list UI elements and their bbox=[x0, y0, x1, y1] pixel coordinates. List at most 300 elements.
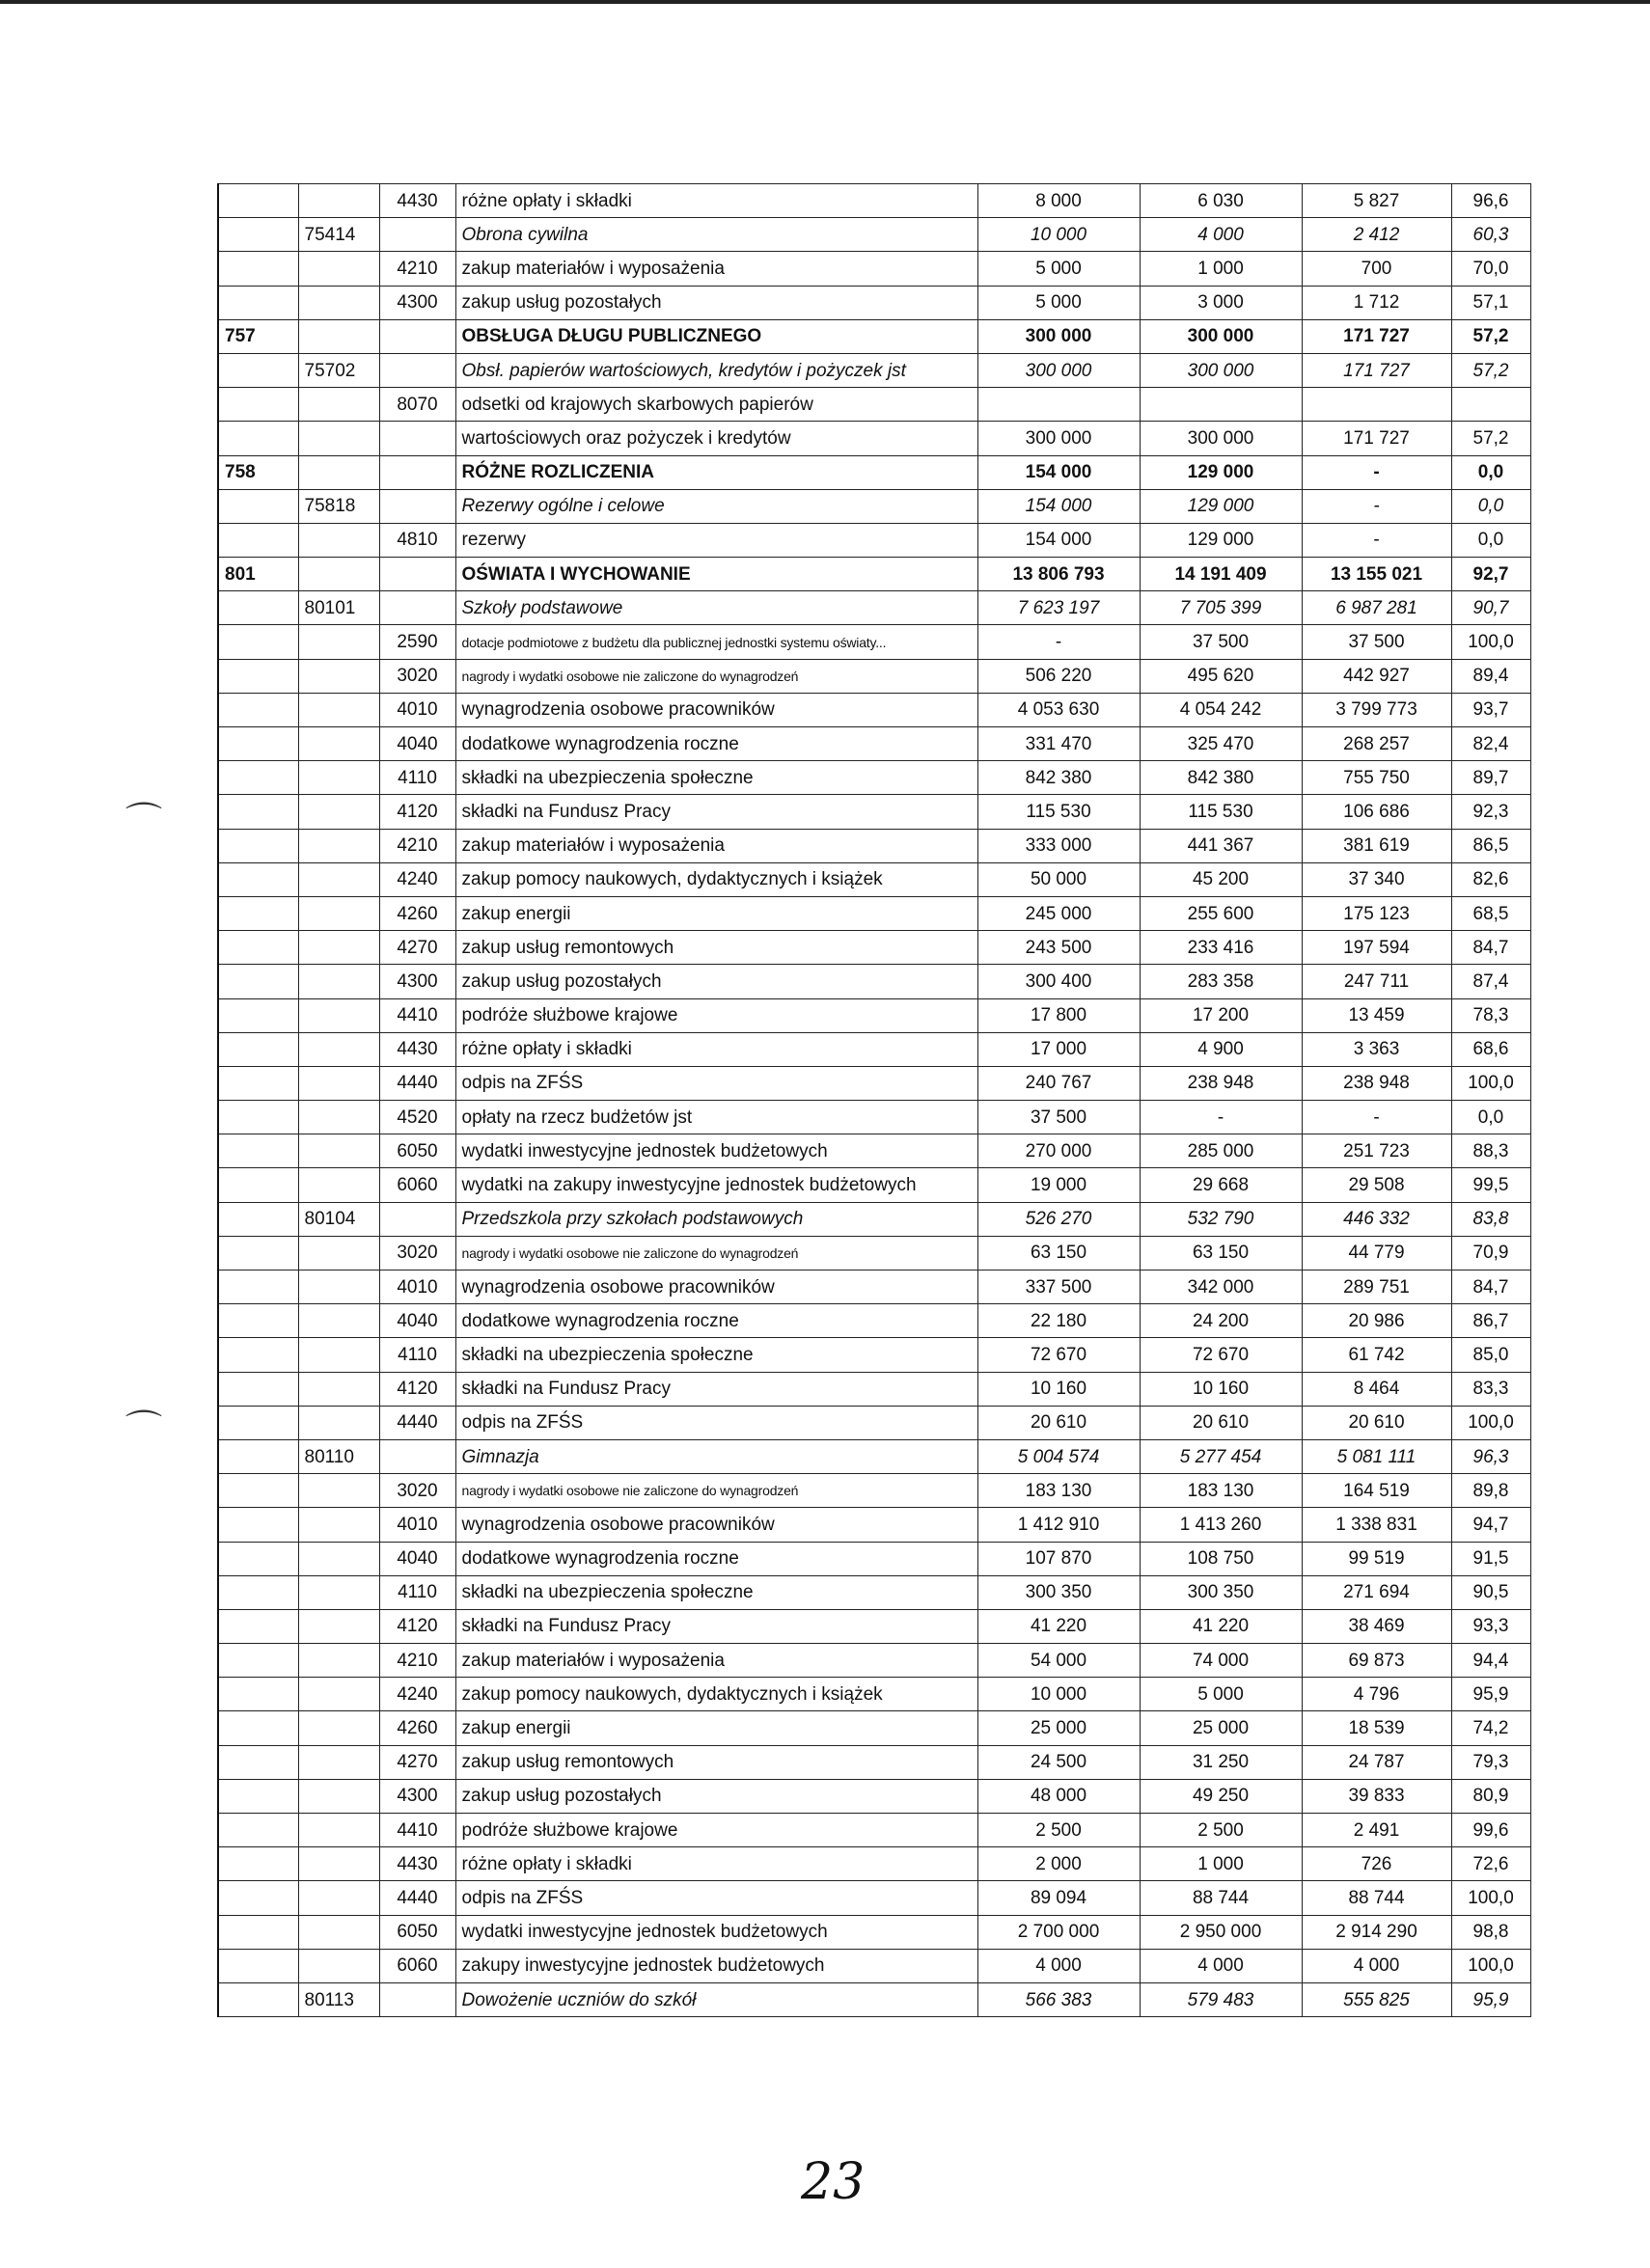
plan-cell: 154 000 bbox=[977, 489, 1140, 523]
rozdzial-cell bbox=[298, 1609, 379, 1643]
plan-cell: 10 000 bbox=[977, 218, 1140, 252]
percent-cell: 80,9 bbox=[1451, 1779, 1530, 1813]
rozdzial-cell bbox=[298, 965, 379, 998]
plan-after-changes-cell: 3 000 bbox=[1140, 286, 1302, 319]
percent-cell: 86,5 bbox=[1451, 829, 1530, 862]
table-row bbox=[218, 1168, 1530, 1202]
table-row bbox=[218, 965, 1530, 998]
percent-cell: 92,7 bbox=[1451, 558, 1530, 591]
execution-cell: - bbox=[1302, 1101, 1451, 1134]
name-cell: wynagrodzenia osobowe pracowników bbox=[455, 1271, 977, 1304]
table-row bbox=[218, 761, 1530, 795]
dzial-cell bbox=[218, 1134, 298, 1168]
table-row bbox=[218, 353, 1530, 387]
paragraf-cell: 6050 bbox=[379, 1915, 455, 1949]
plan-cell: 50 000 bbox=[977, 862, 1140, 896]
execution-cell: 37 500 bbox=[1302, 625, 1451, 659]
rozdzial-cell: 75818 bbox=[298, 489, 379, 523]
execution-cell: 99 519 bbox=[1302, 1542, 1451, 1575]
dzial-cell bbox=[218, 1101, 298, 1134]
percent-cell: 70,0 bbox=[1451, 252, 1530, 286]
dzial-cell bbox=[218, 1236, 298, 1270]
plan-after-changes-cell: 300 000 bbox=[1140, 353, 1302, 387]
name-cell: nagrody i wydatki osobowe nie zaliczone do wynagrodzeń bbox=[455, 1236, 977, 1270]
name-cell: wydatki inwestycyjne jednostek budżetowych bbox=[455, 1134, 977, 1168]
rozdzial-cell bbox=[298, 1236, 379, 1270]
rozdzial-cell bbox=[298, 1779, 379, 1813]
rozdzial-cell bbox=[298, 252, 379, 286]
handwritten-page-number: 23 bbox=[801, 2153, 866, 2211]
dzial-cell bbox=[218, 896, 298, 930]
paragraf-cell: 4520 bbox=[379, 1101, 455, 1134]
dzial-cell: 758 bbox=[218, 455, 298, 489]
plan-after-changes-cell: 285 000 bbox=[1140, 1134, 1302, 1168]
name-cell: RÓŻNE ROZLICZENIA bbox=[455, 455, 977, 489]
table-row bbox=[218, 1508, 1530, 1542]
table-row bbox=[218, 727, 1530, 761]
plan-cell: 72 670 bbox=[977, 1338, 1140, 1372]
table-row bbox=[218, 625, 1530, 659]
plan-cell: 300 000 bbox=[977, 353, 1140, 387]
plan-after-changes-cell: 4 000 bbox=[1140, 1949, 1302, 1982]
plan-cell: 270 000 bbox=[977, 1134, 1140, 1168]
plan-cell: 154 000 bbox=[977, 523, 1140, 557]
rozdzial-cell bbox=[298, 1644, 379, 1678]
plan-after-changes-cell: 5 277 454 bbox=[1140, 1439, 1302, 1473]
paragraf-cell: 4300 bbox=[379, 965, 455, 998]
plan-cell: 25 000 bbox=[977, 1711, 1140, 1745]
plan-after-changes-cell: 63 150 bbox=[1140, 1236, 1302, 1270]
execution-cell: 5 081 111 bbox=[1302, 1439, 1451, 1473]
plan-cell: 20 610 bbox=[977, 1406, 1140, 1439]
paragraf-cell: 4110 bbox=[379, 1338, 455, 1372]
dzial-cell bbox=[218, 1168, 298, 1202]
plan-cell: 63 150 bbox=[977, 1236, 1140, 1270]
paragraf-cell: 3020 bbox=[379, 1474, 455, 1508]
plan-after-changes-cell: 4 900 bbox=[1140, 1032, 1302, 1066]
execution-cell: 251 723 bbox=[1302, 1134, 1451, 1168]
table-row bbox=[218, 931, 1530, 965]
plan-after-changes-cell: 283 358 bbox=[1140, 965, 1302, 998]
percent-cell: 96,3 bbox=[1451, 1439, 1530, 1473]
table-row bbox=[218, 1101, 1530, 1134]
percent-cell: 94,7 bbox=[1451, 1508, 1530, 1542]
rozdzial-cell bbox=[298, 1168, 379, 1202]
execution-cell: 61 742 bbox=[1302, 1338, 1451, 1372]
table-row bbox=[218, 693, 1530, 726]
table-row bbox=[218, 1406, 1530, 1439]
table-row bbox=[218, 218, 1530, 252]
rozdzial-cell bbox=[298, 1304, 379, 1338]
rozdzial-cell: 80104 bbox=[298, 1202, 379, 1236]
execution-cell: 13 459 bbox=[1302, 998, 1451, 1032]
paragraf-cell: 6060 bbox=[379, 1168, 455, 1202]
execution-cell: 755 750 bbox=[1302, 761, 1451, 795]
plan-cell: 4 053 630 bbox=[977, 693, 1140, 726]
plan-cell: 842 380 bbox=[977, 761, 1140, 795]
rozdzial-cell bbox=[298, 1881, 379, 1915]
name-cell: składki na Fundusz Pracy bbox=[455, 1609, 977, 1643]
percent-cell: 96,6 bbox=[1451, 184, 1530, 218]
execution-cell: 4 796 bbox=[1302, 1678, 1451, 1711]
percent-cell: 74,2 bbox=[1451, 1711, 1530, 1745]
paragraf-cell bbox=[379, 591, 455, 625]
table-row bbox=[218, 252, 1530, 286]
dzial-cell bbox=[218, 422, 298, 455]
rozdzial-cell bbox=[298, 625, 379, 659]
execution-cell: 289 751 bbox=[1302, 1271, 1451, 1304]
paragraf-cell: 2590 bbox=[379, 625, 455, 659]
plan-cell: 89 094 bbox=[977, 1881, 1140, 1915]
rozdzial-cell bbox=[298, 998, 379, 1032]
dzial-cell: 757 bbox=[218, 319, 298, 353]
execution-cell: 38 469 bbox=[1302, 1609, 1451, 1643]
percent-cell: 0,0 bbox=[1451, 1101, 1530, 1134]
percent-cell: 83,8 bbox=[1451, 1202, 1530, 1236]
plan-after-changes-cell: 495 620 bbox=[1140, 659, 1302, 693]
name-cell: nagrody i wydatki osobowe nie zaliczone do wynagrodzeń bbox=[455, 659, 977, 693]
plan-after-changes-cell: 300 000 bbox=[1140, 422, 1302, 455]
plan-after-changes-cell: 238 948 bbox=[1140, 1066, 1302, 1100]
execution-cell: 171 727 bbox=[1302, 353, 1451, 387]
execution-cell: 442 927 bbox=[1302, 659, 1451, 693]
table-row bbox=[218, 1711, 1530, 1745]
plan-after-changes-cell: 88 744 bbox=[1140, 1881, 1302, 1915]
dzial-cell bbox=[218, 965, 298, 998]
percent-cell: 88,3 bbox=[1451, 1134, 1530, 1168]
plan-cell: 48 000 bbox=[977, 1779, 1140, 1813]
name-cell: OŚWIATA I WYCHOWANIE bbox=[455, 558, 977, 591]
plan-cell: 24 500 bbox=[977, 1745, 1140, 1779]
rozdzial-cell: 80113 bbox=[298, 1982, 379, 2016]
plan-cell: 4 000 bbox=[977, 1949, 1140, 1982]
dzial-cell bbox=[218, 1915, 298, 1949]
plan-after-changes-cell: 31 250 bbox=[1140, 1745, 1302, 1779]
plan-after-changes-cell: 72 670 bbox=[1140, 1338, 1302, 1372]
table-row bbox=[218, 795, 1530, 829]
execution-cell: 171 727 bbox=[1302, 319, 1451, 353]
name-cell: Przedszkola przy szkołach podstawowych bbox=[455, 1202, 977, 1236]
plan-cell: 2 700 000 bbox=[977, 1915, 1140, 1949]
plan-cell: 115 530 bbox=[977, 795, 1140, 829]
execution-cell: 13 155 021 bbox=[1302, 558, 1451, 591]
execution-cell: 3 799 773 bbox=[1302, 693, 1451, 726]
paragraf-cell: 4110 bbox=[379, 761, 455, 795]
rozdzial-cell bbox=[298, 184, 379, 218]
rozdzial-cell bbox=[298, 1575, 379, 1609]
name-cell: różne opłaty i składki bbox=[455, 184, 977, 218]
table-row bbox=[218, 455, 1530, 489]
execution-cell: 197 594 bbox=[1302, 931, 1451, 965]
execution-cell: 20 986 bbox=[1302, 1304, 1451, 1338]
percent-cell: 84,7 bbox=[1451, 931, 1530, 965]
paragraf-cell: 4270 bbox=[379, 1745, 455, 1779]
paragraf-cell: 4260 bbox=[379, 896, 455, 930]
percent-cell: 70,9 bbox=[1451, 1236, 1530, 1270]
paragraf-cell: 8070 bbox=[379, 388, 455, 422]
plan-cell: 333 000 bbox=[977, 829, 1140, 862]
paragraf-cell: 3020 bbox=[379, 1236, 455, 1270]
percent-cell: 99,5 bbox=[1451, 1168, 1530, 1202]
plan-after-changes-cell: 300 350 bbox=[1140, 1575, 1302, 1609]
percent-cell: 90,7 bbox=[1451, 591, 1530, 625]
table-row bbox=[218, 1982, 1530, 2016]
plan-cell bbox=[977, 388, 1140, 422]
plan-cell: 19 000 bbox=[977, 1168, 1140, 1202]
name-cell: zakup materiałów i wyposażenia bbox=[455, 1644, 977, 1678]
dzial-cell bbox=[218, 1711, 298, 1745]
name-cell: odsetki od krajowych skarbowych papierów bbox=[455, 388, 977, 422]
percent-cell: 68,5 bbox=[1451, 896, 1530, 930]
name-cell: nagrody i wydatki osobowe nie zaliczone do wynagrodzeń bbox=[455, 1474, 977, 1508]
rozdzial-cell bbox=[298, 829, 379, 862]
table-row bbox=[218, 998, 1530, 1032]
plan-after-changes-cell: 37 500 bbox=[1140, 625, 1302, 659]
percent-cell: 92,3 bbox=[1451, 795, 1530, 829]
execution-cell: 24 787 bbox=[1302, 1745, 1451, 1779]
dzial-cell bbox=[218, 353, 298, 387]
plan-after-changes-cell: 233 416 bbox=[1140, 931, 1302, 965]
paragraf-cell: 6050 bbox=[379, 1134, 455, 1168]
plan-after-changes-cell: 2 950 000 bbox=[1140, 1915, 1302, 1949]
plan-cell: 107 870 bbox=[977, 1542, 1140, 1575]
dzial-cell bbox=[218, 1202, 298, 1236]
name-cell: zakup pomocy naukowych, dydaktycznych i książek bbox=[455, 1678, 977, 1711]
paragraf-cell: 4120 bbox=[379, 1372, 455, 1406]
plan-after-changes-cell: 10 160 bbox=[1140, 1372, 1302, 1406]
paragraf-cell bbox=[379, 1439, 455, 1473]
execution-cell: 20 610 bbox=[1302, 1406, 1451, 1439]
dzial-cell bbox=[218, 1542, 298, 1575]
name-cell: podróże służbowe krajowe bbox=[455, 998, 977, 1032]
name-cell: składki na ubezpieczenia społeczne bbox=[455, 1575, 977, 1609]
percent-cell: 91,5 bbox=[1451, 1542, 1530, 1575]
rozdzial-cell: 80101 bbox=[298, 591, 379, 625]
rozdzial-cell bbox=[298, 1474, 379, 1508]
plan-cell: 10 160 bbox=[977, 1372, 1140, 1406]
table-row bbox=[218, 862, 1530, 896]
name-cell: składki na ubezpieczenia społeczne bbox=[455, 761, 977, 795]
percent-cell: 82,6 bbox=[1451, 862, 1530, 896]
execution-cell: 2 914 290 bbox=[1302, 1915, 1451, 1949]
paragraf-cell bbox=[379, 319, 455, 353]
execution-cell: 238 948 bbox=[1302, 1066, 1451, 1100]
execution-cell: 3 363 bbox=[1302, 1032, 1451, 1066]
percent-cell: 86,7 bbox=[1451, 1304, 1530, 1338]
plan-cell: 54 000 bbox=[977, 1644, 1140, 1678]
dzial-cell bbox=[218, 1847, 298, 1881]
table-row bbox=[218, 1881, 1530, 1915]
percent-cell: 78,3 bbox=[1451, 998, 1530, 1032]
plan-after-changes-cell: 45 200 bbox=[1140, 862, 1302, 896]
rozdzial-cell bbox=[298, 1066, 379, 1100]
percent-cell: 95,9 bbox=[1451, 1678, 1530, 1711]
dzial-cell bbox=[218, 591, 298, 625]
execution-cell: 726 bbox=[1302, 1847, 1451, 1881]
name-cell: Obrona cywilna bbox=[455, 218, 977, 252]
paragraf-cell: 4040 bbox=[379, 727, 455, 761]
paragraf-cell: 4040 bbox=[379, 1304, 455, 1338]
execution-cell: 175 123 bbox=[1302, 896, 1451, 930]
name-cell: podróże służbowe krajowe bbox=[455, 1814, 977, 1847]
execution-cell: 171 727 bbox=[1302, 422, 1451, 455]
name-cell: odpis na ZFŚS bbox=[455, 1881, 977, 1915]
rozdzial-cell bbox=[298, 1032, 379, 1066]
plan-cell: 13 806 793 bbox=[977, 558, 1140, 591]
paragraf-cell: 4120 bbox=[379, 1609, 455, 1643]
percent-cell: 100,0 bbox=[1451, 1881, 1530, 1915]
paragraf-cell bbox=[379, 1982, 455, 2016]
name-cell: Dowożenie uczniów do szkół bbox=[455, 1982, 977, 2016]
dzial-cell bbox=[218, 1338, 298, 1372]
paragraf-cell: 4270 bbox=[379, 931, 455, 965]
name-cell: zakup usług remontowych bbox=[455, 931, 977, 965]
plan-cell: - bbox=[977, 625, 1140, 659]
table-row bbox=[218, 1134, 1530, 1168]
plan-after-changes-cell: 183 130 bbox=[1140, 1474, 1302, 1508]
plan-after-changes-cell: 108 750 bbox=[1140, 1542, 1302, 1575]
execution-cell: 2 412 bbox=[1302, 218, 1451, 252]
paragraf-cell: 4240 bbox=[379, 862, 455, 896]
percent-cell: 93,7 bbox=[1451, 693, 1530, 726]
plan-cell: 300 400 bbox=[977, 965, 1140, 998]
dzial-cell bbox=[218, 1644, 298, 1678]
percent-cell: 89,4 bbox=[1451, 659, 1530, 693]
paragraf-cell: 4210 bbox=[379, 1644, 455, 1678]
plan-after-changes-cell: 129 000 bbox=[1140, 489, 1302, 523]
percent-cell: 82,4 bbox=[1451, 727, 1530, 761]
plan-after-changes-cell: 17 200 bbox=[1140, 998, 1302, 1032]
dzial-cell bbox=[218, 761, 298, 795]
dzial-cell bbox=[218, 625, 298, 659]
plan-cell: 183 130 bbox=[977, 1474, 1140, 1508]
execution-cell: 271 694 bbox=[1302, 1575, 1451, 1609]
plan-after-changes-cell: 1 000 bbox=[1140, 252, 1302, 286]
plan-cell: 300 000 bbox=[977, 422, 1140, 455]
plan-after-changes-cell: 532 790 bbox=[1140, 1202, 1302, 1236]
dzial-cell bbox=[218, 795, 298, 829]
dzial-cell bbox=[218, 184, 298, 218]
table-row bbox=[218, 1338, 1530, 1372]
table-row bbox=[218, 1474, 1530, 1508]
plan-after-changes-cell: 6 030 bbox=[1140, 184, 1302, 218]
rozdzial-cell bbox=[298, 659, 379, 693]
execution-cell: 39 833 bbox=[1302, 1779, 1451, 1813]
plan-after-changes-cell: 115 530 bbox=[1140, 795, 1302, 829]
table-row bbox=[218, 1271, 1530, 1304]
plan-cell: 2 500 bbox=[977, 1814, 1140, 1847]
percent-cell: 57,2 bbox=[1451, 422, 1530, 455]
name-cell: Obsł. papierów wartościowych, kredytów i pożyczek jst bbox=[455, 353, 977, 387]
rozdzial-cell bbox=[298, 286, 379, 319]
execution-cell: 2 491 bbox=[1302, 1814, 1451, 1847]
percent-cell: 57,2 bbox=[1451, 319, 1530, 353]
percent-cell: 60,3 bbox=[1451, 218, 1530, 252]
table-row bbox=[218, 1949, 1530, 1982]
rozdzial-cell: 75702 bbox=[298, 353, 379, 387]
name-cell: składki na ubezpieczenia społeczne bbox=[455, 1338, 977, 1372]
dzial-cell bbox=[218, 862, 298, 896]
plan-cell: 17 800 bbox=[977, 998, 1140, 1032]
percent-cell: 100,0 bbox=[1451, 1406, 1530, 1439]
paragraf-cell bbox=[379, 353, 455, 387]
plan-cell: 300 350 bbox=[977, 1575, 1140, 1609]
execution-cell: - bbox=[1302, 523, 1451, 557]
dzial-cell bbox=[218, 1439, 298, 1473]
dzial-cell bbox=[218, 1814, 298, 1847]
paragraf-cell: 4440 bbox=[379, 1406, 455, 1439]
name-cell: wartościowych oraz pożyczek i kredytów bbox=[455, 422, 977, 455]
paragraf-cell: 4040 bbox=[379, 1542, 455, 1575]
rozdzial-cell bbox=[298, 1101, 379, 1134]
rozdzial-cell bbox=[298, 931, 379, 965]
table-row bbox=[218, 591, 1530, 625]
percent-cell: 0,0 bbox=[1451, 489, 1530, 523]
plan-cell: 41 220 bbox=[977, 1609, 1140, 1643]
name-cell: zakup energii bbox=[455, 1711, 977, 1745]
paragraf-cell: 4010 bbox=[379, 1508, 455, 1542]
rozdzial-cell bbox=[298, 1711, 379, 1745]
plan-after-changes-cell: 29 668 bbox=[1140, 1168, 1302, 1202]
plan-cell: 1 412 910 bbox=[977, 1508, 1140, 1542]
plan-cell: 2 000 bbox=[977, 1847, 1140, 1881]
percent-cell: 0,0 bbox=[1451, 455, 1530, 489]
execution-cell: 446 332 bbox=[1302, 1202, 1451, 1236]
plan-after-changes-cell: 49 250 bbox=[1140, 1779, 1302, 1813]
plan-cell: 154 000 bbox=[977, 455, 1140, 489]
paragraf-cell: 4300 bbox=[379, 1779, 455, 1813]
rozdzial-cell bbox=[298, 1508, 379, 1542]
execution-cell: 106 686 bbox=[1302, 795, 1451, 829]
rozdzial-cell bbox=[298, 1542, 379, 1575]
dzial-cell bbox=[218, 1779, 298, 1813]
percent-cell: 72,6 bbox=[1451, 1847, 1530, 1881]
execution-cell: 18 539 bbox=[1302, 1711, 1451, 1745]
percent-cell: 87,4 bbox=[1451, 965, 1530, 998]
paragraf-cell: 3020 bbox=[379, 659, 455, 693]
execution-cell: 247 711 bbox=[1302, 965, 1451, 998]
name-cell: zakup usług pozostałych bbox=[455, 286, 977, 319]
name-cell: składki na Fundusz Pracy bbox=[455, 795, 977, 829]
paragraf-cell: 4210 bbox=[379, 252, 455, 286]
plan-cell: 331 470 bbox=[977, 727, 1140, 761]
paragraf-cell: 4260 bbox=[379, 1711, 455, 1745]
table-row bbox=[218, 286, 1530, 319]
name-cell: odpis na ZFŚS bbox=[455, 1066, 977, 1100]
paragraf-cell: 4110 bbox=[379, 1575, 455, 1609]
paragraf-cell: 6060 bbox=[379, 1949, 455, 1982]
rozdzial-cell bbox=[298, 1847, 379, 1881]
table-row bbox=[218, 1066, 1530, 1100]
paragraf-cell bbox=[379, 218, 455, 252]
name-cell: zakup materiałów i wyposażenia bbox=[455, 829, 977, 862]
paragraf-cell: 4430 bbox=[379, 1847, 455, 1881]
table-row bbox=[218, 1814, 1530, 1847]
plan-after-changes-cell: 74 000 bbox=[1140, 1644, 1302, 1678]
paragraf-cell: 4210 bbox=[379, 829, 455, 862]
table-row bbox=[218, 1745, 1530, 1779]
percent-cell: 89,8 bbox=[1451, 1474, 1530, 1508]
paragraf-cell: 4810 bbox=[379, 523, 455, 557]
table-row bbox=[218, 1678, 1530, 1711]
execution-cell: - bbox=[1302, 489, 1451, 523]
plan-cell: 17 000 bbox=[977, 1032, 1140, 1066]
paragraf-cell bbox=[379, 489, 455, 523]
dzial-cell bbox=[218, 1474, 298, 1508]
percent-cell: 94,4 bbox=[1451, 1644, 1530, 1678]
dzial-cell bbox=[218, 1271, 298, 1304]
table-row bbox=[218, 1644, 1530, 1678]
